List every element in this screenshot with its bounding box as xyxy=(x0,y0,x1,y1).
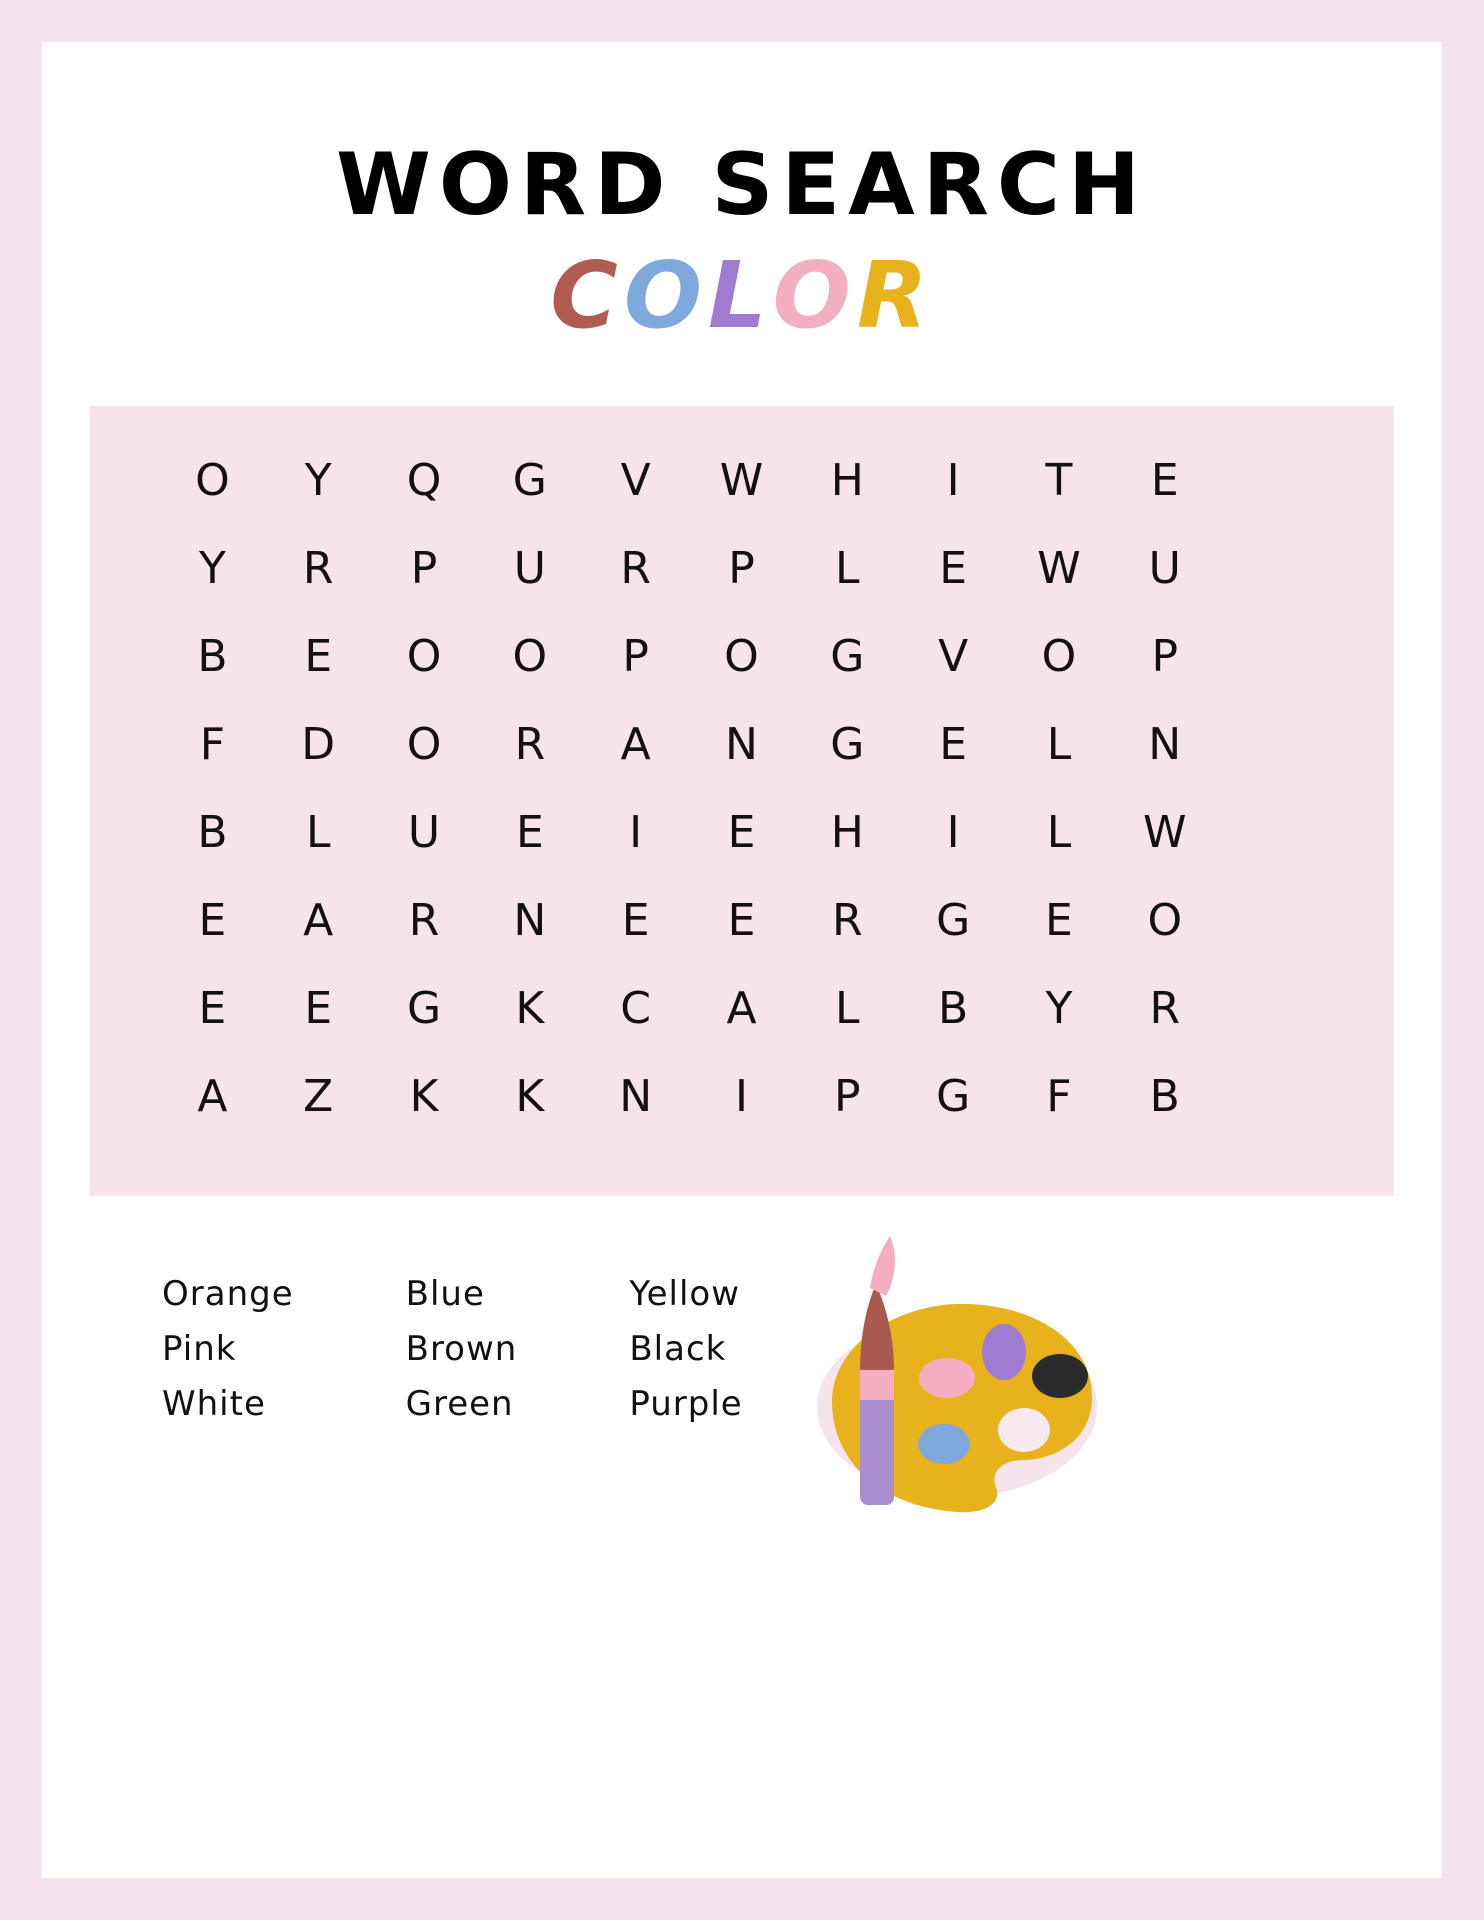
grid-cell[interactable]: E xyxy=(304,982,334,1034)
grid-cell[interactable]: B xyxy=(1149,1070,1181,1122)
grid-cell[interactable]: K xyxy=(515,1070,546,1122)
grid-cell[interactable]: O xyxy=(724,630,760,682)
grid-cell[interactable]: O xyxy=(195,454,231,506)
grid-cell[interactable]: G xyxy=(406,982,443,1034)
subtitle-letter-4: R xyxy=(856,242,934,349)
grid-cell[interactable]: B xyxy=(938,982,970,1034)
grid-cell[interactable]: A xyxy=(303,894,335,946)
grid-cell[interactable]: L xyxy=(305,806,332,858)
grid-cell[interactable]: G xyxy=(830,630,866,682)
subtitle-letter-3: O xyxy=(772,242,857,349)
grid-cell[interactable]: W xyxy=(1143,806,1188,858)
grid-cell[interactable]: P xyxy=(1151,630,1180,682)
grid-cell[interactable]: E xyxy=(198,894,228,946)
grid-cell[interactable]: E xyxy=(198,982,228,1034)
grid-cell[interactable] xyxy=(1218,964,1324,1052)
grid-cell[interactable]: Y xyxy=(1045,982,1074,1034)
grid-cell[interactable]: G xyxy=(936,1070,972,1122)
grid-cell[interactable]: E xyxy=(727,806,757,858)
grid-cell[interactable]: A xyxy=(726,982,758,1034)
word-item: Orange xyxy=(162,1274,294,1314)
grid-cell[interactable]: P xyxy=(728,542,756,594)
grid-cell[interactable]: I xyxy=(946,806,961,858)
grid-cell[interactable]: O xyxy=(512,630,549,682)
grid-cell[interactable] xyxy=(1218,700,1324,788)
grid-cell[interactable]: N xyxy=(1148,718,1183,770)
grid-cell[interactable]: O xyxy=(1041,630,1078,682)
subtitle-letter-0: C xyxy=(550,242,624,349)
word-column-3 xyxy=(629,1274,742,1424)
grid-cell[interactable]: K xyxy=(409,1070,440,1122)
grid-cell[interactable]: A xyxy=(620,718,652,770)
page-subtitle xyxy=(42,242,1442,349)
grid-cell[interactable]: W xyxy=(1037,542,1082,594)
grid-cell[interactable] xyxy=(1218,436,1324,524)
grid-cell[interactable]: P xyxy=(834,1070,862,1122)
grid-cell[interactable] xyxy=(1218,788,1324,876)
grid-cell[interactable]: G xyxy=(512,454,548,506)
grid-cell[interactable]: E xyxy=(939,542,969,594)
grid-cell[interactable]: E xyxy=(621,894,651,946)
grid-cell[interactable]: Y xyxy=(198,542,227,594)
grid-cell[interactable]: W xyxy=(719,454,765,506)
grid-cell[interactable]: R xyxy=(620,542,652,594)
grid-cell[interactable]: O xyxy=(1147,894,1184,946)
grid-cell[interactable]: E xyxy=(939,718,969,770)
grid-cell[interactable]: V xyxy=(620,454,652,506)
grid-cell[interactable]: E xyxy=(304,630,334,682)
grid-cell[interactable] xyxy=(1218,1052,1324,1140)
grid-cell[interactable]: U xyxy=(407,806,442,858)
word-item: Green xyxy=(405,1383,514,1424)
grid-cell[interactable]: G xyxy=(830,718,866,770)
grid-cell[interactable]: U xyxy=(1148,542,1182,594)
grid-cell[interactable]: T xyxy=(1045,454,1074,506)
grid-cell[interactable]: B xyxy=(197,630,229,682)
grid-cell[interactable] xyxy=(1218,876,1324,964)
grid-cell[interactable]: L xyxy=(1046,718,1073,770)
grid-cell[interactable] xyxy=(1218,612,1324,700)
grid-cell[interactable]: N xyxy=(619,1070,654,1122)
grid-cell[interactable]: N xyxy=(513,894,548,946)
word-search-grid-panel xyxy=(90,406,1394,1196)
subtitle-letter-1: O xyxy=(623,242,709,349)
grid-cell[interactable]: F xyxy=(1046,1070,1073,1122)
grid-cell[interactable]: E xyxy=(515,806,545,858)
grid-cell[interactable]: E xyxy=(727,894,757,946)
word-item: Purple xyxy=(629,1383,743,1424)
grid-cell[interactable]: I xyxy=(629,806,644,858)
grid-cell[interactable]: A xyxy=(197,1070,229,1122)
grid-cell[interactable]: L xyxy=(1046,806,1073,858)
word-column-2 xyxy=(406,1274,518,1424)
grid-cell[interactable]: R xyxy=(1149,982,1182,1034)
grid-cell[interactable]: B xyxy=(197,806,229,858)
grid-cell[interactable]: V xyxy=(938,630,970,682)
grid-cell[interactable]: I xyxy=(946,454,961,506)
page-title: WORD SEARCH xyxy=(335,135,1149,235)
word-item: Black xyxy=(629,1328,727,1369)
word-item: Brown xyxy=(405,1328,518,1369)
paint-palette-icon xyxy=(772,1192,1112,1522)
grid-cell[interactable]: Y xyxy=(304,454,333,506)
grid-cell[interactable]: H xyxy=(830,806,865,858)
subtitle-letter-2: L xyxy=(708,242,773,349)
grid-cell[interactable]: D xyxy=(301,718,337,770)
worksheet-page xyxy=(42,42,1442,1878)
grid-cell[interactable]: O xyxy=(406,630,443,682)
word-list xyxy=(162,1274,743,1424)
letter-grid xyxy=(160,436,1324,1140)
grid-cell[interactable]: P xyxy=(410,542,439,594)
grid-cell[interactable]: P xyxy=(622,630,650,682)
word-column-1 xyxy=(162,1274,294,1424)
grid-cell[interactable]: Z xyxy=(303,1070,335,1122)
grid-cell[interactable]: U xyxy=(513,542,547,594)
grid-cell[interactable]: R xyxy=(832,894,864,946)
grid-cell[interactable]: R xyxy=(514,718,547,770)
grid-cell[interactable]: C xyxy=(620,982,653,1034)
word-item: Yellow xyxy=(629,1274,741,1314)
grid-cell[interactable]: I xyxy=(735,1070,749,1122)
word-item: Blue xyxy=(405,1274,485,1314)
word-item: White xyxy=(162,1383,266,1424)
grid-cell[interactable]: O xyxy=(406,718,443,770)
grid-cell[interactable]: L xyxy=(835,542,861,594)
grid-cell[interactable]: R xyxy=(408,894,441,946)
grid-cell[interactable]: Q xyxy=(406,454,443,506)
grid-cell[interactable]: E xyxy=(1045,894,1074,946)
grid-cell[interactable]: K xyxy=(515,982,546,1034)
grid-cell[interactable] xyxy=(1218,524,1324,612)
grid-cell[interactable]: L xyxy=(835,982,861,1034)
grid-cell[interactable]: H xyxy=(830,454,865,506)
grid-cell[interactable]: E xyxy=(1150,454,1180,506)
grid-cell[interactable]: N xyxy=(725,718,759,770)
grid-cell[interactable]: F xyxy=(199,718,227,770)
grid-cell[interactable]: R xyxy=(302,542,335,594)
word-item: Pink xyxy=(162,1328,237,1369)
grid-cell[interactable]: G xyxy=(936,894,972,946)
